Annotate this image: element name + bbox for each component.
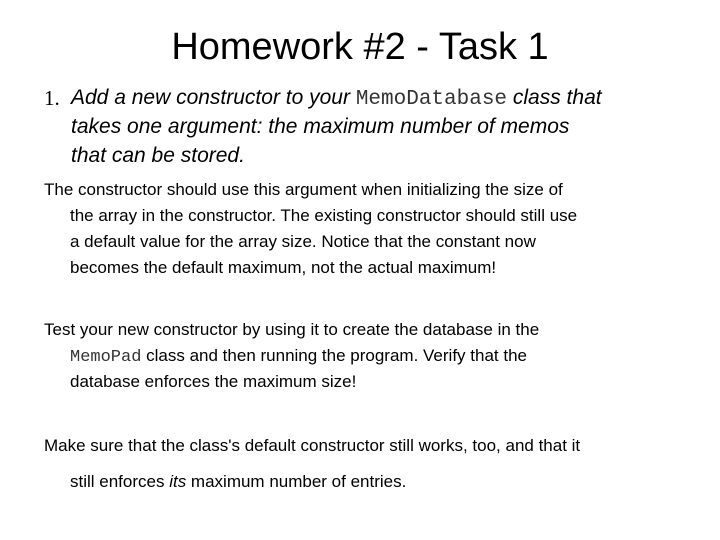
slide-title: Homework #2 - Task 1	[171, 26, 549, 68]
para3-line-2-after: maximum number of entries.	[186, 472, 407, 491]
para1-line-1: The constructor should use this argument when initializing the size of	[44, 180, 563, 199]
para1-line-3: a default value for the array size. Notice that the constant now	[70, 232, 536, 251]
task-line-1-after: class that	[507, 86, 602, 109]
para2-line-2-after: class and then running the program. Verify that the	[141, 346, 527, 365]
para3-line-1: Make sure that the class's default constructor still works, too, and that it	[44, 436, 581, 455]
test-paragraph	[44, 318, 704, 394]
class-name-memopad: MemoPad	[70, 348, 142, 367]
task-line-1-before: Add a new constructor to your	[71, 86, 356, 109]
task-line-3: that can be stored.	[71, 144, 245, 167]
para3-line-2	[70, 470, 406, 494]
task-number: 1.	[44, 86, 60, 110]
constructor-paragraph	[44, 178, 704, 278]
default-constructor-paragraph	[44, 434, 704, 498]
class-name-memodatabase: MemoDatabase	[355, 88, 508, 111]
task-line-1	[71, 84, 602, 114]
task-line-2: takes one argument: the maximum number of memos	[71, 115, 570, 138]
emphasis-its: its	[169, 472, 187, 491]
para2-line-1: Test your new constructor by using it to create the database in the	[44, 320, 540, 339]
para3-line-2-before: still enforces	[70, 472, 170, 491]
para1-line-4: becomes the default maximum, not the actual maximum!	[70, 258, 497, 277]
para1-line-2: the array in the constructor. The existing constructor should still use	[70, 206, 578, 225]
para2-line-2	[70, 344, 527, 370]
para2-line-3: database enforces the maximum size!	[70, 372, 357, 391]
